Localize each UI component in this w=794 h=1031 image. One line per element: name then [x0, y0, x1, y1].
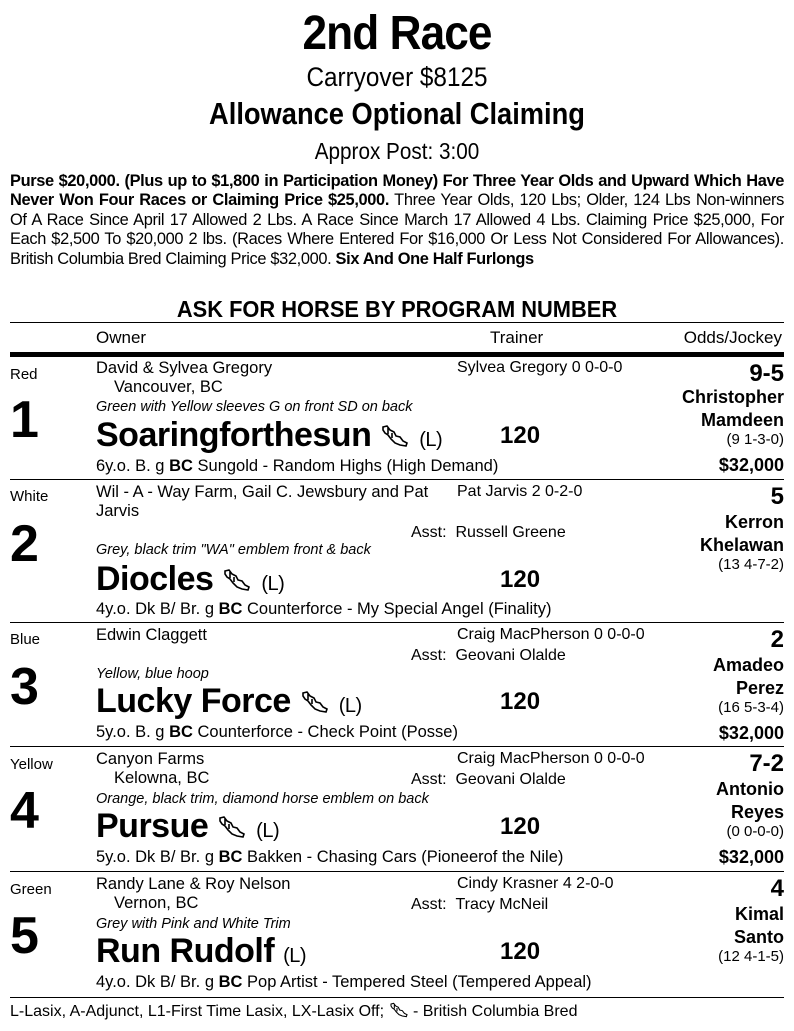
medication: (L) — [338, 695, 362, 717]
bc-bred: BC — [218, 600, 243, 618]
jockey — [682, 386, 784, 432]
jockey-last: Khelawan — [699, 535, 784, 555]
program-number-notice: ASK FOR HORSE BY PROGRAM NUMBER — [176, 296, 618, 322]
weight: 120 — [500, 566, 541, 593]
saddlecloth-color: Green — [10, 881, 52, 898]
owner-name: David & Sylvea Gregory — [96, 359, 273, 377]
race-type: Allowance Optional Claiming — [209, 96, 585, 131]
morning-line-odds: 2 — [770, 626, 784, 653]
trainer: Cindy Krasner 4 2-0-0 — [457, 875, 614, 892]
horse-name — [96, 932, 306, 971]
header-divider — [10, 352, 784, 357]
trainer: Craig MacPherson 0 0-0-0 — [457, 750, 645, 767]
saddlecloth-color: Red — [10, 366, 38, 383]
col-odds-jockey: Odds/Jockey — [683, 328, 782, 347]
jockey-first: Christopher — [681, 387, 784, 407]
jockey-last: Perez — [735, 678, 784, 698]
program-number: 2 — [10, 515, 39, 573]
owner-location: Kelowna, BC — [114, 769, 210, 787]
owner-name: Wil - A - Way Farm, Gail C. Jewsbury and Pat — [96, 483, 429, 501]
breeding-pedigree: Sungold - Random Highs (High Demand) — [192, 457, 499, 475]
asst-name: Geovani Olalde — [455, 771, 566, 788]
morning-line-odds: 9-5 — [749, 360, 784, 387]
saddlecloth-color: White — [10, 488, 49, 505]
jockey-first: Amadeo — [712, 655, 784, 675]
breeding — [96, 723, 458, 742]
jockey-stats: (9 1-3-0) — [726, 431, 784, 448]
divider — [10, 746, 784, 747]
legend — [10, 1002, 577, 1021]
breeding-pedigree: Counterforce - Check Point (Posse) — [192, 723, 458, 741]
asst-label: Asst: — [411, 771, 447, 788]
bc-bred: BC — [169, 457, 193, 475]
bc-bred: BC — [218, 973, 243, 991]
owner — [96, 750, 209, 788]
silks: Green with Yellow sleeves G on front SD on back — [96, 399, 413, 415]
medication: (L) — [256, 820, 280, 842]
program-number: 5 — [10, 907, 39, 965]
horse-name — [96, 807, 279, 846]
medication: (L) — [261, 573, 285, 595]
horse-name — [96, 560, 284, 599]
breeding-age-sex: 4y.o. Dk B/ Br. g — [96, 600, 219, 618]
breeding-pedigree: Pop Artist - Tempered Steel (Tempered Appeal) — [242, 973, 592, 991]
jockey — [716, 778, 784, 824]
silks: Grey with Pink and White Trim — [96, 916, 291, 932]
morning-line-odds: 7-2 — [749, 750, 784, 777]
program-number: 1 — [10, 391, 39, 449]
weight: 120 — [500, 688, 541, 715]
jockey-last: Mamdeen — [700, 410, 784, 430]
bc-map-icon — [380, 424, 410, 448]
divider — [10, 479, 784, 480]
jockey-stats: (0 0-0-0) — [726, 823, 784, 840]
bc-map-icon — [300, 690, 330, 714]
jockey-stats: (12 4-1-5) — [718, 948, 784, 965]
claiming-price: $32,000 — [718, 847, 784, 867]
col-owner: Owner — [96, 328, 147, 347]
horse-name-text: Lucky Force — [96, 682, 291, 720]
trainer: Craig MacPherson 0 0-0-0 — [457, 626, 645, 643]
jockey-first: Kerron — [724, 512, 784, 532]
morning-line-odds: 5 — [770, 483, 784, 510]
jockey-last: Santo — [733, 927, 784, 947]
bc-bred: BC — [169, 723, 193, 741]
weight: 120 — [500, 813, 541, 840]
breeding — [96, 848, 563, 867]
assistant-trainer — [411, 771, 566, 789]
horse-name-text: Pursue — [96, 807, 209, 845]
claiming-price: $32,000 — [718, 455, 784, 475]
legend-text: L-Lasix, A-Adjunct, L1-First Time Lasix, LX-Lasix Off; — [10, 1003, 385, 1020]
asst-name: Geovani Olalde — [455, 647, 566, 664]
assistant-trainer — [411, 896, 548, 914]
owner-name-cont: Jarvis — [96, 502, 140, 520]
medication: (L) — [419, 429, 443, 451]
post-time: Approx Post: 3:00 — [314, 138, 480, 164]
bc-map-icon — [217, 815, 247, 839]
breeding-age-sex: 4y.o. Dk B/ Br. g — [96, 973, 219, 991]
horse-name — [96, 682, 362, 721]
bc-map-icon — [222, 568, 252, 592]
owner-name: Canyon Farms — [96, 750, 205, 768]
carryover: Carryover $8125 — [306, 62, 488, 92]
saddlecloth-color: Blue — [10, 631, 41, 648]
jockey — [734, 903, 784, 949]
breeding — [96, 600, 551, 619]
medication: (L) — [283, 945, 307, 967]
silks: Grey, black trim "WA" emblem front & back — [96, 542, 371, 558]
horse-name-text: Soaringforthesun — [96, 416, 372, 454]
race-distance: Six And One Half Furlongs — [335, 249, 534, 268]
program-number: 3 — [10, 658, 39, 716]
bc-map-icon — [389, 1002, 409, 1018]
legend-bc-note: - British Columbia Bred — [408, 1003, 578, 1020]
conditions-text: Three Year Olds, 120 Lbs; Older, 124 Lbs Non-winners Of A Race Since April 17 Allowed 2 Lbs. A Race Since March 17 Allowed 4 Lbs. Claiming Price $25,000, For Each $2,500 To $20,000 2 lbs. (Races Where Entered For $16,000 Or Less Not Considered For Allowances). British Columbia Bred Claiming Price $32,000. — [10, 191, 784, 268]
bc-bred: BC — [218, 848, 243, 866]
asst-name: Tracy McNeil — [455, 896, 549, 913]
owner — [96, 875, 290, 913]
owner-location: Vancouver, BC — [114, 378, 223, 396]
divider — [10, 997, 784, 998]
conditions-purse: Purse $20,000. (Plus up to $1,800 in Participation Money) For Three Year Olds and Upward Which Have Never Won Four Races or Claiming Price $25,000. — [10, 172, 784, 210]
jockey-first: Kimal — [734, 904, 784, 924]
silks: Orange, black trim, diamond horse emblem on back — [96, 791, 429, 807]
divider — [10, 622, 784, 623]
asst-name: Russell Greene — [455, 524, 566, 541]
horse-name-text: Run Rudolf — [96, 932, 275, 970]
assistant-trainer — [411, 647, 566, 665]
breeding-pedigree: Counterforce - My Special Angel (Finality) — [242, 600, 552, 618]
assistant-trainer — [411, 524, 566, 542]
jockey-first: Antonio — [716, 779, 784, 799]
breeding — [96, 457, 498, 476]
col-trainer: Trainer — [490, 328, 544, 347]
silks: Yellow, blue hoop — [96, 666, 209, 682]
breeding-pedigree: Bakken - Chasing Cars (Pioneerof the Nile) — [242, 848, 564, 866]
weight: 120 — [500, 422, 541, 449]
horse-name-text: Diocles — [96, 560, 214, 598]
morning-line-odds: 4 — [770, 875, 784, 902]
divider — [10, 871, 784, 872]
trainer: Pat Jarvis 2 0-2-0 — [457, 483, 583, 500]
race-title: 2nd Race — [302, 7, 492, 60]
asst-label: Asst: — [411, 896, 447, 913]
jockey-last: Reyes — [730, 802, 784, 822]
weight: 120 — [500, 938, 541, 965]
breeding-age-sex: 5y.o. Dk B/ Br. g — [96, 848, 219, 866]
asst-label: Asst: — [411, 647, 447, 664]
owner-location: Vernon, BC — [114, 894, 199, 912]
race-conditions — [10, 172, 784, 269]
saddlecloth-color: Yellow — [10, 756, 53, 773]
jockey-stats: (13 4-7-2) — [718, 556, 784, 573]
owner — [96, 359, 272, 397]
jockey-stats: (16 5-3-4) — [718, 699, 784, 716]
owner — [96, 626, 207, 645]
asst-label: Asst: — [411, 524, 447, 541]
jockey — [713, 654, 784, 700]
owner-name: Randy Lane & Roy Nelson — [96, 875, 291, 893]
trainer: Sylvea Gregory 0 0-0-0 — [457, 359, 623, 376]
breeding-age-sex: 5y.o. B. g — [96, 723, 170, 741]
divider — [10, 322, 784, 323]
owner — [96, 483, 428, 521]
jockey — [700, 511, 784, 557]
breeding-age-sex: 6y.o. B. g — [96, 457, 170, 475]
owner-name: Edwin Claggett — [96, 626, 207, 644]
breeding — [96, 973, 592, 992]
claiming-price: $32,000 — [718, 723, 784, 743]
program-number: 4 — [10, 782, 39, 840]
horse-name — [96, 416, 442, 455]
